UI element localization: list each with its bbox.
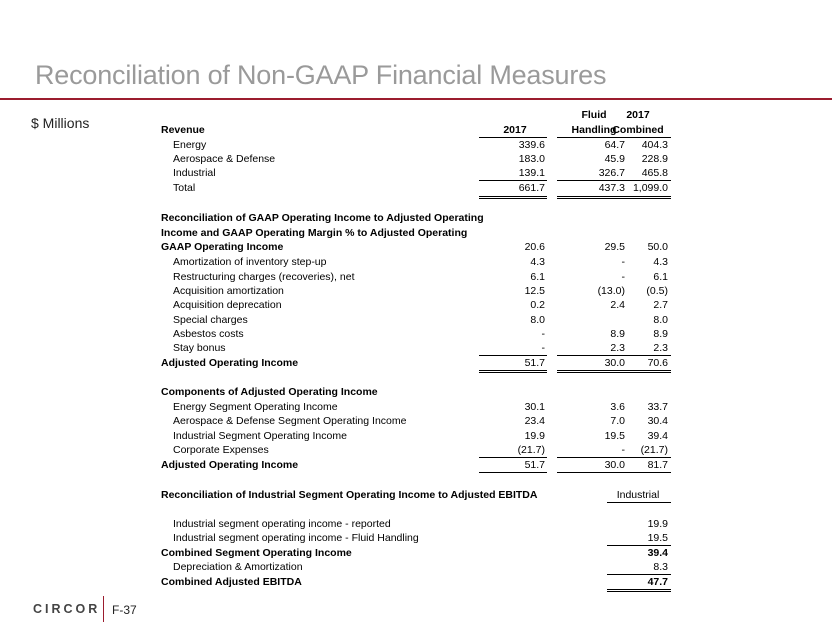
table-row <box>161 414 675 428</box>
cell-fluid-handling: 326.7 <box>598 167 625 179</box>
cell-2017: 6.1 <box>530 271 545 283</box>
col3-header: Combined <box>612 124 664 136</box>
table-row <box>161 166 675 180</box>
cell-combined: (0.5) <box>646 285 668 297</box>
cell-fluid-handling: 2.4 <box>610 299 625 311</box>
total-underline <box>607 591 671 592</box>
row-label: Adjusted Operating Income <box>161 357 299 369</box>
cell-fluid-handling: 2.3 <box>610 342 625 354</box>
page-title: Reconciliation of Non-GAAP Financial Measures <box>35 60 607 90</box>
cell-2017: 8.0 <box>530 314 545 326</box>
total-underline <box>479 472 547 473</box>
section-heading <box>161 211 675 225</box>
total-underline <box>607 589 671 590</box>
cell-fluid-handling: 30.0 <box>604 459 625 471</box>
cell-fluid-handling: 7.0 <box>610 415 625 427</box>
row-label: Adjusted Operating Income <box>161 459 299 471</box>
row-label: Depreciation & Amortization <box>173 561 303 573</box>
cell-fluid-handling: - <box>621 256 625 268</box>
table-row <box>161 517 675 531</box>
cell-combined: 1,099.0 <box>632 182 668 194</box>
cell-fluid-handling: - <box>621 271 625 283</box>
cell-2017: (21.7) <box>517 444 545 456</box>
row-label: Acquisition deprecation <box>173 299 282 311</box>
cell-2017: 51.7 <box>524 459 545 471</box>
table-row <box>161 341 675 355</box>
cell-2017: 4.3 <box>530 256 545 268</box>
table-row <box>161 298 675 312</box>
cell-combined: 50.0 <box>647 241 668 253</box>
cell-2017: 183.0 <box>518 153 545 165</box>
section-heading <box>161 488 675 502</box>
total-underline <box>607 196 671 197</box>
section-heading <box>161 226 675 240</box>
row-label: Stay bonus <box>173 342 226 354</box>
cell-industrial: 39.4 <box>647 547 668 559</box>
cell-combined: 465.8 <box>641 167 668 179</box>
industrial-header-underline <box>607 502 671 503</box>
cell-combined: (21.7) <box>640 444 668 456</box>
circor-logo <box>33 600 100 618</box>
cell-combined: 39.4 <box>647 430 668 442</box>
cell-fluid-handling: (13.0) <box>597 285 625 297</box>
cell-2017: - <box>541 342 545 354</box>
cell-2017: 661.7 <box>518 182 545 194</box>
row-label: Energy Segment Operating Income <box>173 401 338 413</box>
col1-header: 2017 <box>503 124 527 136</box>
cell-combined: 6.1 <box>653 271 668 283</box>
cell-2017: 51.7 <box>524 357 545 369</box>
cell-fluid-handling: 30.0 <box>604 357 625 369</box>
cell-combined: 30.4 <box>647 415 668 427</box>
row-label: Asbestos costs <box>173 328 244 340</box>
row-label: Combined Adjusted EBITDA <box>161 576 302 588</box>
total-underline <box>479 372 547 373</box>
row-label: Acquisition amortization <box>173 285 284 297</box>
row-label: Special charges <box>173 314 248 326</box>
table-row <box>161 560 675 574</box>
footer-divider <box>103 596 104 622</box>
table-row <box>161 429 675 443</box>
cell-combined: 70.6 <box>647 357 668 369</box>
cell-fluid-handling: - <box>621 444 625 456</box>
row-label: Industrial Segment Operating Income <box>173 430 347 442</box>
total-underline <box>607 472 671 473</box>
row-label: Restructuring charges (recoveries), net <box>173 271 355 283</box>
total-underline <box>479 370 547 371</box>
table-row <box>161 443 675 457</box>
table-row <box>161 181 675 195</box>
cell-industrial: 19.9 <box>647 518 668 530</box>
industrial-column-header: Industrial <box>616 489 660 501</box>
cell-fluid-handling: 3.6 <box>610 401 625 413</box>
cell-combined: 228.9 <box>641 153 668 165</box>
cell-fluid-handling: 45.9 <box>604 153 625 165</box>
components-heading: Components of Adjusted Operating Income <box>161 386 378 398</box>
cell-2017: 23.4 <box>524 415 545 427</box>
total-underline <box>607 370 671 371</box>
table-row <box>161 400 675 414</box>
cell-combined: 8.0 <box>653 314 668 326</box>
table-row <box>161 138 675 152</box>
table-row <box>161 152 675 166</box>
total-underline <box>607 198 671 199</box>
cell-2017: 12.5 <box>524 285 545 297</box>
col2-header-top: Fluid <box>581 109 607 121</box>
total-underline <box>479 198 547 199</box>
cell-fluid-handling: 437.3 <box>598 182 625 194</box>
cell-industrial: 19.5 <box>647 532 668 544</box>
table-row <box>161 327 675 341</box>
logo-text: CIRCOR <box>33 602 101 616</box>
cell-fluid-handling: 8.9 <box>610 328 625 340</box>
cell-combined: 404.3 <box>641 139 668 151</box>
cell-combined: 81.7 <box>647 459 668 471</box>
section-heading <box>161 385 675 399</box>
row-label: GAAP Operating Income <box>161 241 284 253</box>
header-row-top <box>161 108 675 122</box>
cell-industrial: 47.7 <box>647 576 668 588</box>
table-row <box>161 313 675 327</box>
title-divider <box>0 98 832 100</box>
table-row <box>161 255 675 269</box>
cell-combined: 2.3 <box>653 342 668 354</box>
cell-2017: 339.6 <box>518 139 545 151</box>
cell-2017: 30.1 <box>524 401 545 413</box>
gaap-heading-line2: Income and GAAP Operating Margin % to Adjusted Operating <box>161 227 468 239</box>
cell-2017: 139.1 <box>518 167 545 179</box>
table-row <box>161 531 675 545</box>
row-label: Combined Segment Operating Income <box>161 547 352 559</box>
col2-header: Handling <box>571 124 617 136</box>
row-label: Energy <box>173 139 207 151</box>
cell-2017: 0.2 <box>530 299 545 311</box>
cell-combined: 4.3 <box>653 256 668 268</box>
row-label: Aerospace & Defense <box>173 153 276 165</box>
row-label: Industrial segment operating income - Fluid Handling <box>173 532 419 544</box>
table-row <box>161 356 675 370</box>
row-label: Corporate Expenses <box>173 444 269 456</box>
cell-industrial: 8.3 <box>653 561 668 573</box>
cell-combined: 2.7 <box>653 299 668 311</box>
cell-fluid-handling: 19.5 <box>604 430 625 442</box>
row-label: Aerospace & Defense Segment Operating Income <box>173 415 407 427</box>
revenue-heading: Revenue <box>161 124 205 136</box>
table-row <box>161 270 675 284</box>
table-row <box>161 546 675 560</box>
cell-fluid-handling: 64.7 <box>604 139 625 151</box>
cell-2017: 19.9 <box>524 430 545 442</box>
total-underline <box>607 372 671 373</box>
cell-combined: 8.9 <box>653 328 668 340</box>
units-label: $ Millions <box>31 115 90 131</box>
ebitda-heading: Reconciliation of Industrial Segment Operating Income to Adjusted EBITDA <box>161 489 538 501</box>
header-row <box>161 123 675 137</box>
total-underline <box>479 196 547 197</box>
cell-2017: 20.6 <box>524 241 545 253</box>
table-row <box>161 575 675 589</box>
table-row <box>161 240 675 254</box>
cell-combined: 33.7 <box>647 401 668 413</box>
table-row <box>161 284 675 298</box>
row-label: Industrial <box>173 167 216 179</box>
cell-fluid-handling: 29.5 <box>604 241 625 253</box>
gaap-heading-line1: Reconciliation of GAAP Operating Income to Adjusted Operating <box>161 212 484 224</box>
row-label: Industrial segment operating income - reported <box>173 518 391 530</box>
table-row <box>161 458 675 472</box>
row-label: Total <box>173 182 196 194</box>
row-label: Amortization of inventory step-up <box>173 256 327 268</box>
col3-header-top: 2017 <box>626 109 650 121</box>
page-number: F-37 <box>112 603 137 617</box>
cell-2017: - <box>541 328 545 340</box>
